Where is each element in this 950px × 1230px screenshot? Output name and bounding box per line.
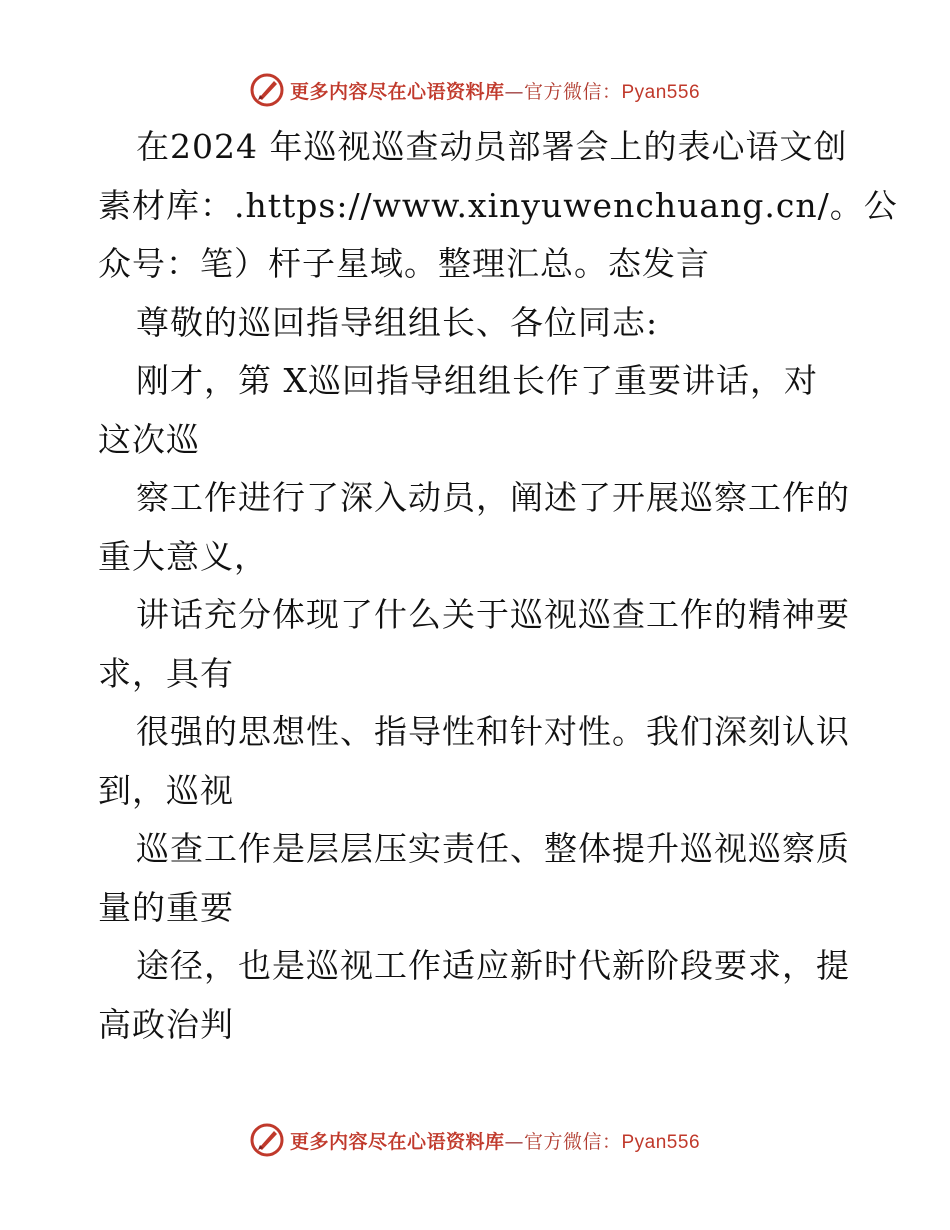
- body-line: 高政治判: [98, 1004, 234, 1044]
- body-line: 到，巡视: [98, 770, 234, 810]
- footer-separator: —: [504, 1130, 524, 1153]
- header-wechat-label: 官方微信：: [523, 80, 622, 103]
- body-line: 重大意义，: [98, 536, 268, 576]
- footer-wechat-id: Pyan556: [621, 1131, 701, 1153]
- body-line: 量的重要: [98, 887, 234, 927]
- header-brand: 更多内容尽在心语资料库: [289, 80, 505, 103]
- body-line: 素材库：.https://www.xinyuwenchuang.cn/。公: [98, 185, 898, 225]
- quill-logo-icon: [250, 1123, 284, 1157]
- body-line: 求，具有: [98, 653, 234, 693]
- footer-banner-text: [290, 1127, 700, 1154]
- body-line: 讲话充分体现了什么关于巡视巡查工作的精神要: [136, 595, 850, 634]
- document-body: [98, 118, 898, 1054]
- body-line: 众号：笔）杆子星域。整理汇总。态发言: [98, 244, 710, 283]
- body-line: 很强的思想性、指导性和针对性。我们深刻认识: [136, 712, 850, 751]
- footer-brand: 更多内容尽在心语资料库: [289, 1130, 505, 1153]
- body-line: 在2024 年巡视巡查动员部署会上的表心语文创: [136, 127, 848, 166]
- footer-wechat-label: 官方微信：: [523, 1130, 622, 1153]
- header-wechat-id: Pyan556: [621, 81, 701, 103]
- quill-logo-icon: [250, 73, 284, 107]
- body-line: 察工作进行了深入动员，阐述了开展巡察工作的: [136, 478, 850, 517]
- salutation: 尊敬的巡回指导组组长、各位同志:: [136, 302, 659, 342]
- header-banner: [0, 70, 950, 110]
- body-line: 途径，也是巡视工作适应新时代新阶段要求，提: [136, 946, 850, 985]
- body-line: 这次巡: [98, 419, 200, 459]
- body-line: 巡查工作是层层压实责任、整体提升巡视巡察质: [136, 829, 850, 868]
- footer-banner: [0, 1120, 950, 1160]
- header-separator: —: [504, 80, 524, 103]
- body-line: 刚才，第 X巡回指导组组长作了重要讲话，对: [136, 361, 818, 400]
- header-banner-text: [290, 77, 700, 104]
